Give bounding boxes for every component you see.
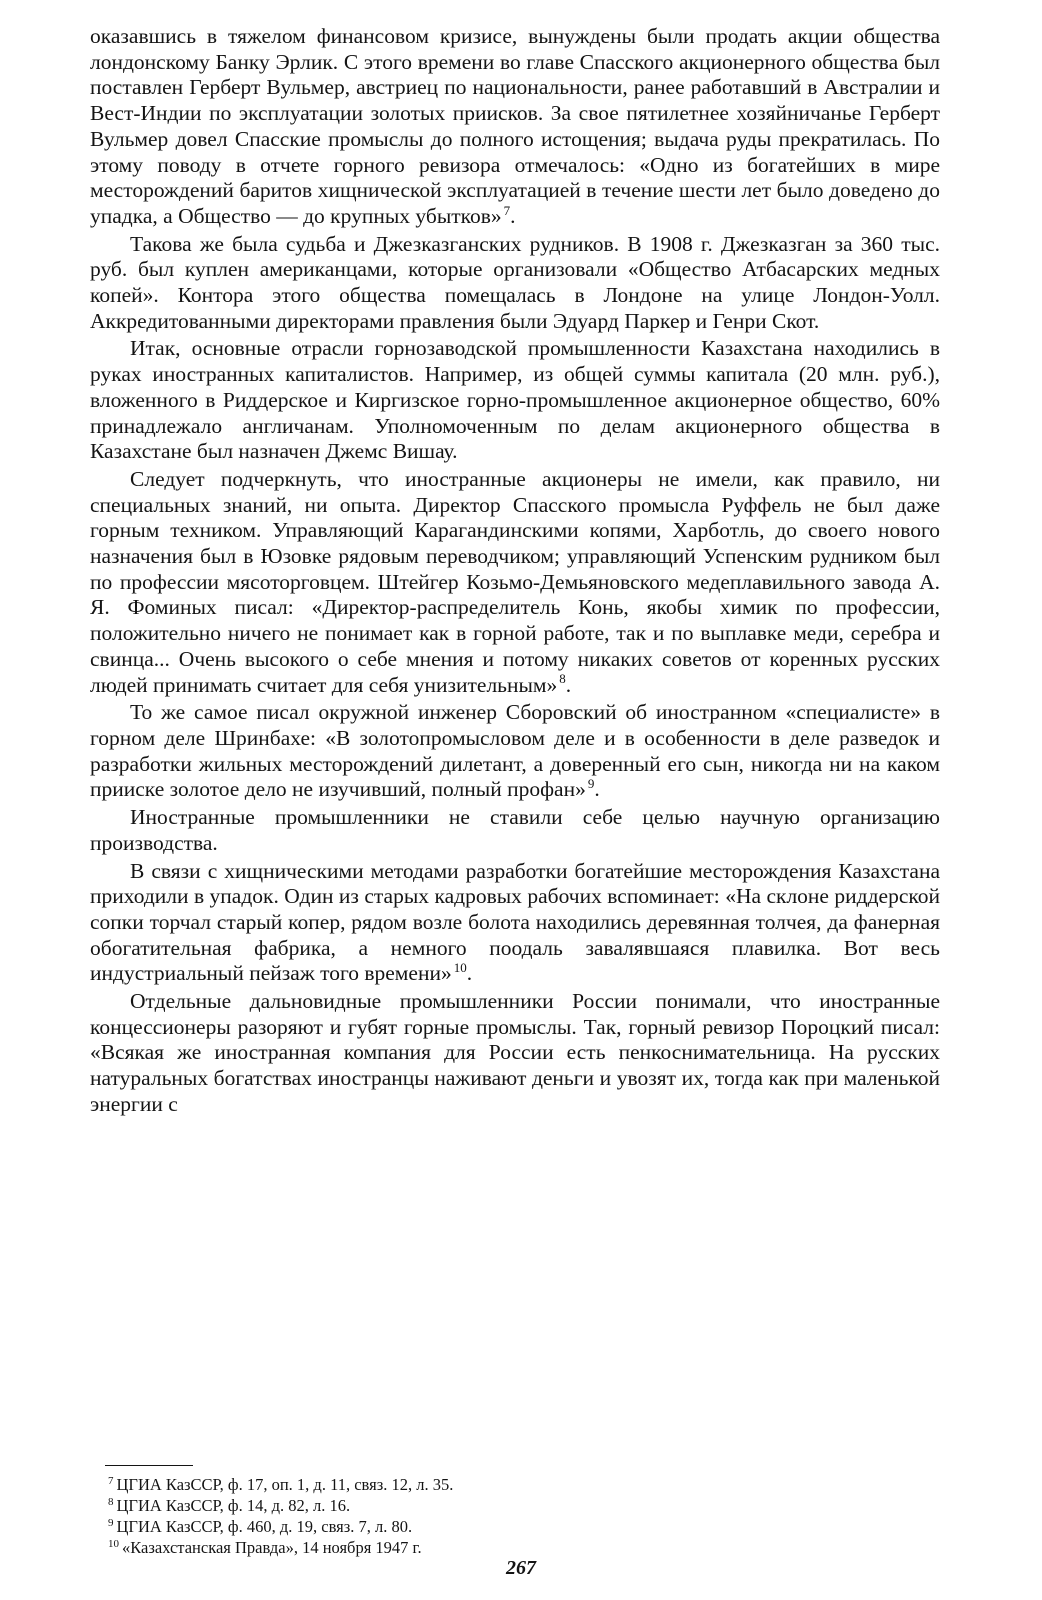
footnote-divider (105, 1465, 193, 1466)
footnotes-list (108, 1474, 808, 1558)
footnote-item (108, 1537, 808, 1558)
footnote-text: «Казахстанская Правда», 14 ноября 1947 г. (122, 1538, 422, 1557)
footnote-number: 8 (108, 1495, 114, 1508)
paragraph-7 (90, 859, 940, 988)
paragraph-6-text: Иностранные промышленники не ставили себе целью научную организацию производства. (90, 805, 940, 855)
page-number: 267 (506, 1557, 536, 1579)
paragraph-1 (90, 24, 940, 230)
footnote-item (108, 1495, 808, 1516)
footnote-text: ЦГИА КазССР, ф. 14, д. 82, л. 16. (116, 1496, 351, 1515)
paragraph-7-end: . (466, 961, 473, 986)
footnote-ref-9: 9 (587, 776, 595, 792)
paragraph-5-end: . (594, 777, 600, 802)
paragraph-4-text: Следует подчеркнуть, что иностранные акционеры не имели, как правило, ни специальных знаний, ни опыта. Директор Спасского промысла Руффель не был даже горным техником. Управляющий Карагандинскими копями, Харботль, до своего нового назначения был в Юзовке рядовым переводчиком; управляющий Успенским рудником был по профессии мясоторговцем. Штейгер Козьмо-Демьяновского медеплавильного завода А. Я. Фоминых писал: «Директор-распределитель Конь, якобы химик по профессии, положительно ничего не понимает как в горной работе, так и по выплавке меди, серебра и свинца... Очень высокого о себе мнения и потому никаких советов от коренных русских людей принимать считает для себя унизительным» (90, 466, 940, 697)
paragraph-3-text: Итак, основные отрасли горнозаводской промышленности Казахстана находились в руках иностранных капиталистов. Например, из общей суммы капитала (20 млн. руб.), вложенного в Риддерское и Киргизское горно-промышленное акционерное общество, 60% принадлежало англичанам. Уполномоченным по делам акционерного общества в Казахстане был назначен Джемс Вишау. (90, 336, 940, 464)
paragraph-5 (90, 700, 940, 803)
footnote-number: 9 (108, 1516, 114, 1529)
footnote-item (108, 1474, 808, 1495)
footnote-ref-10: 10 (453, 960, 467, 976)
footnote-text: ЦГИА КазССР, ф. 460, д. 19, связ. 7, л. 80. (116, 1517, 413, 1536)
paragraph-7-text: В связи с хищническими методами разработки богатейшие месторождения Казахстана приходили в упадок. Один из старых кадровых рабочих вспоминает: «На склоне риддерской сопки торчал старый копер, рядом возле болота находились деревянная толчея, да фанерная обогатительная фабрика, а немного поодаль завалявшаяся плавилка. Вот весь индустриальный пейзаж того времени» (90, 858, 940, 986)
paragraph-4 (90, 467, 940, 698)
paragraph-2-text: Такова же была судьба и Джезказганских рудников. В 1908 г. Джезказган за 360 тыс. руб. был куплен американцами, которые организовали «Общество Атбасарских медных копей». Контора этого общества помещалась в Лондоне на улице Лондон-Уолл. Аккредитованными директорами правления были Эдуард Паркер и Генри Скот. (90, 231, 940, 333)
paragraph-4-end: . (565, 672, 572, 697)
paragraph-3 (90, 336, 940, 465)
paragraph-6 (90, 805, 940, 856)
paragraph-5-text: То же самое писал окружной инженер Сборовский об иностранном «специалисте» в горном деле Шринбахе: «В золотопромысловом деле и в особенности в деле разведок и разработки жильных месторождений дилетант, а доверенный его сын, никогда ни на каком прииске золотое дело не изучивший, полный профан» (90, 700, 940, 802)
paragraph-2 (90, 232, 940, 335)
main-text (90, 24, 940, 1120)
paragraph-1-text: оказавшись в тяжелом финансовом кризисе, вынуждены были продать акции общества лондонскому Банку Эрлик. С этого времени во главе Спасского акционерного общества был поставлен Герберт Вульмер, австриец по национальности, ранее работавший в Австралии и Вест-Индии по эксплуатации золотых приисков. За свое пятилетнее хозяйничанье Герберт Вульмер довел Спасские промыслы до полного истощения; выдача руды прекратилась. По этому поводу в отчете горного ревизора отмечалось: «Одно из богатейших в мире месторождений баритов хищнической эксплуатацией в течение шести лет было доведено до упадка, а Общество — до крупных убытков» (90, 24, 940, 228)
footnote-item (108, 1516, 808, 1537)
footnote-text: ЦГИА КазССР, ф. 17, оп. 1, д. 11, связ. 12, л. 35. (116, 1475, 454, 1494)
paragraph-8 (90, 989, 940, 1118)
footnote-ref-8: 8 (559, 671, 566, 687)
footnote-number: 10 (108, 1537, 119, 1550)
paragraph-8-text: Отдельные дальновидные промышленники России понимали, что иностранные концессионеры разоряют и губят горные промыслы. Так, горный ревизор Пороцкий писал: «Всякая же иностранная компания для России есть пенкоснимательница. На русских натуральных богатствах иностранцы наживают деньги и увозят их, тогда как при маленькой энергии с (90, 989, 940, 1116)
footnote-number: 7 (108, 1474, 114, 1487)
paragraph-1-end: . (510, 203, 516, 228)
footnote-ref-7: 7 (503, 202, 511, 218)
